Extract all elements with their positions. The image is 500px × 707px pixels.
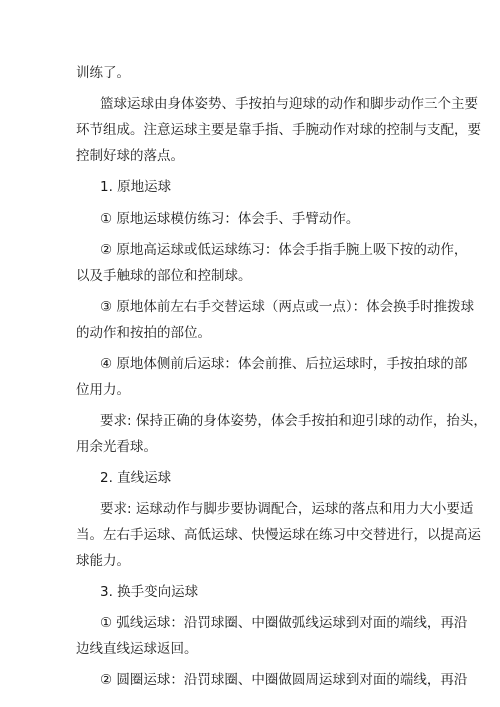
text-line: 控制好球的落点。 <box>76 148 184 164</box>
text-line: 篮球运球由身体姿势、手按拍与迎球的动作和脚步动作三个主要 <box>100 96 478 112</box>
text-line: 训练了。 <box>76 65 130 81</box>
text-line: ④ 原地体侧前后运球：体会前推、后拉运球时，手按拍球的部 <box>100 356 468 372</box>
text-line: 的动作和按拍的部位。 <box>76 325 211 341</box>
text-line: 用余光看球。 <box>76 439 157 455</box>
text-line: ① 弧线运球：沿罚球圈、中圈做弧线运球到对面的端线，再沿 <box>100 615 468 631</box>
section-heading: 1. 原地运球 <box>100 179 172 195</box>
text-line: 位用力。 <box>76 382 130 398</box>
text-line: ① 原地运球模仿练习：体会手、手臂动作。 <box>100 211 360 227</box>
text-line: ② 原地高运球或低运球练习：体会手指手腕上吸下按的动作， <box>100 242 468 258</box>
text-line: 环节组成。注意运球主要是靠手指、手腕动作对球的控制与支配，要 <box>76 122 481 138</box>
text-line: 球能力。 <box>76 553 130 569</box>
text-line: 当。左右手运球、高低运球、快慢运球在练习中交替进行，以提高运 <box>76 527 481 543</box>
text-line: ③ 原地体前左右手交替运球（两点或一点）：体会换手时推拨球 <box>100 299 475 315</box>
text-line: 边线直线运球返回。 <box>76 641 198 657</box>
text-line: 以及手触球的部位和控制球。 <box>76 268 252 284</box>
text-line: 要求: 运球动作与脚步要协调配合，运球的落点和用力大小要适 <box>100 501 474 517</box>
section-heading: 2. 直线运球 <box>100 470 172 486</box>
text-line: 要求: 保持正确的身体姿势，体会手按拍和迎引球的动作，抬头， <box>100 413 487 429</box>
text-line: ② 圆圈运球：沿罚球圈、中圈做圆周运球到对面的端线，再沿 <box>100 672 468 688</box>
section-heading: 3. 换手变向运球 <box>100 584 199 600</box>
